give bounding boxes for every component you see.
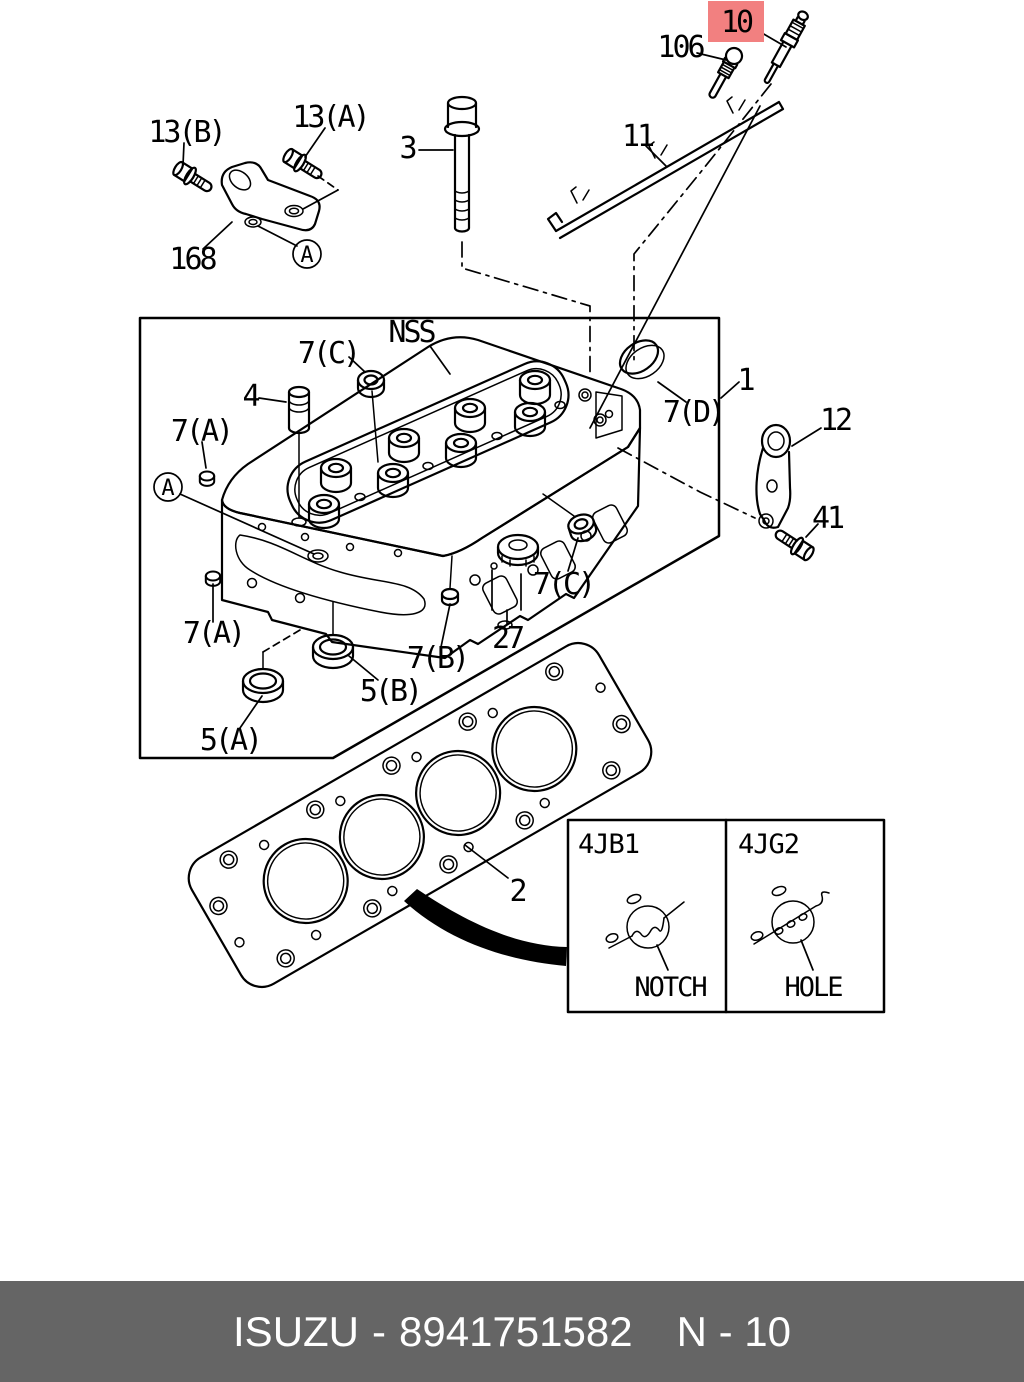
part-7b-cap	[442, 589, 458, 605]
callout-7d: 7(D)	[662, 395, 724, 430]
brand-name: ISUZU	[233, 1307, 360, 1355]
part-3-head-bolt	[445, 97, 479, 232]
marker-A-head-label: A	[161, 476, 175, 501]
callout-2: 2	[509, 874, 525, 909]
callout-41: 41	[811, 501, 843, 536]
callout-13a: 13(A)	[292, 100, 368, 135]
callout-7c-upper: 7(C)	[297, 336, 359, 371]
callout-5b: 5(B)	[359, 674, 421, 709]
cylinder-head-assembly	[222, 337, 640, 658]
sleeve-7c-upper-stem	[372, 391, 378, 462]
notch-diagram	[605, 893, 684, 970]
part-41-bolt	[771, 525, 816, 564]
part-7a-upper-cap	[200, 472, 214, 486]
callout-7a-lower: 7(A)	[182, 616, 244, 651]
part-7d-cup-plug	[614, 333, 670, 385]
callout-7c-lower: 7(C)	[532, 567, 594, 602]
marker-A-bracket-label: A	[300, 243, 314, 268]
part-27-plug	[491, 535, 538, 624]
engine-label-4jg2: 4JG2	[738, 829, 800, 860]
brand-part-group	[233, 1308, 633, 1356]
part-1-frame	[140, 318, 719, 758]
bolt-3-centerline	[462, 242, 590, 372]
footer-text	[233, 1308, 791, 1356]
caption-notch: NOTCH	[634, 972, 706, 1003]
callout-12: 12	[819, 403, 851, 438]
part-106-connector	[704, 45, 745, 101]
callout-7a-upper: 7(A)	[170, 414, 232, 449]
part-number: 8941751582	[399, 1307, 633, 1355]
engine-label-4jb1: 4JB1	[578, 829, 640, 860]
callout-3: 3	[399, 131, 415, 166]
callout-10[interactable]: 10	[720, 5, 752, 40]
page-code: N - 10	[676, 1307, 791, 1355]
callout-106: 106	[657, 30, 703, 65]
callout-1: 1	[737, 363, 753, 398]
rail-11-projection	[590, 106, 760, 428]
marker-A-head	[154, 473, 182, 501]
callout-nss: NSS	[388, 315, 434, 350]
callout-4: 4	[242, 379, 258, 414]
callout-5a: 5(A)	[199, 723, 261, 758]
highlighted-callout-10[interactable]	[708, 1, 764, 42]
brand-separator: -	[372, 1307, 387, 1355]
bolt-13a-projection	[318, 176, 338, 190]
marker-A-bracket	[293, 240, 321, 268]
footer-bar	[0, 1281, 1024, 1382]
part-5a-seal	[243, 669, 283, 702]
callout-168: 168	[169, 242, 215, 277]
callout-27: 27	[491, 621, 523, 656]
caption-hole: HOLE	[784, 972, 842, 1003]
detail-arrow	[404, 889, 567, 966]
part-12-hanger-bracket	[756, 425, 790, 528]
leader-lines	[180, 33, 821, 878]
part-11-glow-plug-rail	[548, 97, 783, 238]
callout-7b: 7(B)	[406, 641, 468, 676]
callout-13b: 13(B)	[148, 115, 224, 150]
callout-11: 11	[621, 119, 653, 154]
part-7c-upper-sleeve	[358, 371, 384, 397]
sleeve-7c-lower-stem	[543, 494, 574, 516]
part-13b-bolt	[170, 159, 215, 197]
cap-7b-stem	[450, 556, 452, 588]
seal-5a-projection	[263, 630, 300, 652]
hole-diagram	[750, 885, 829, 970]
part-5b-seal	[313, 635, 353, 668]
part-13a-bolt	[280, 146, 325, 184]
